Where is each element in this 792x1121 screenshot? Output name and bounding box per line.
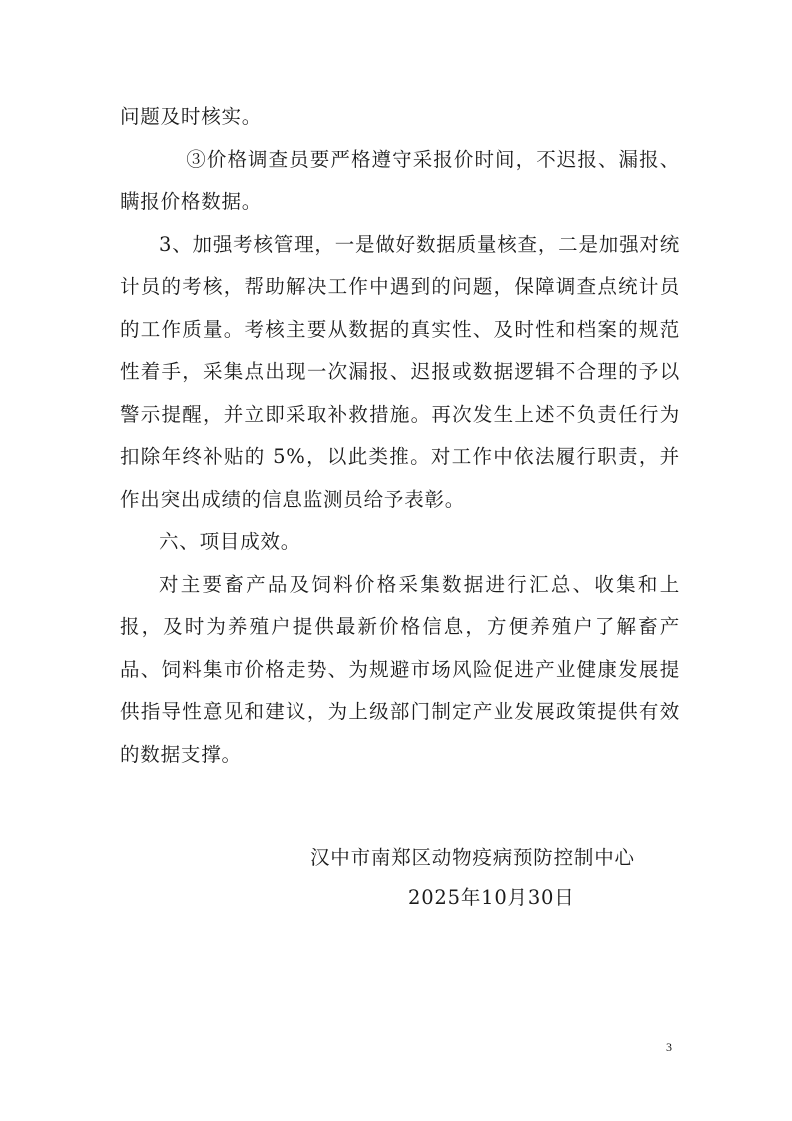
signature-date: 2025年10月30日 <box>408 886 575 909</box>
signature-organization: 汉中市南郑区动物疫病预防控制中心 <box>310 846 635 869</box>
section-heading-results: 六、项目成效。 <box>159 530 302 553</box>
body-text <box>120 96 680 776</box>
paragraph-verify: 问题及时核实。 <box>120 105 263 128</box>
paragraph-price-investigator: ③价格调查员要严格遵守采报价时间，不迟报、漏报、瞒报价格数据。 <box>120 147 680 213</box>
signature-block <box>310 838 710 918</box>
paragraph-assessment: 3、加强考核管理，一是做好数据质量核查，二是加强对统计员的考核，帮助解决工作中遇到的问题，保障调查点统计员的工作质量。考核主要从数据的真实性、及时性和档案的规范性着手，采集点出现一次漏报、迟报或数据逻辑不合理的予以警示提醒，并立即采取补救措施。再次发生上述不负责任行为扣除年终补贴的 5%，以此类推。对工作中依法履行职责，并作出突出成绩的信息监测员给予表彰。 <box>120 232 680 511</box>
paragraph-results: 对主要畜产品及饲料价格采集数据进行汇总、收集和上报，及时为养殖户提供最新价格信息，方便养殖户了解畜产品、饲料集市价格走势、为规避市场风险促进产业健康发展提供指导性意见和建议，为上级部门制定产业发展政策提供有效的数据支撑。 <box>120 572 680 766</box>
page-number: 3 <box>666 1040 672 1054</box>
